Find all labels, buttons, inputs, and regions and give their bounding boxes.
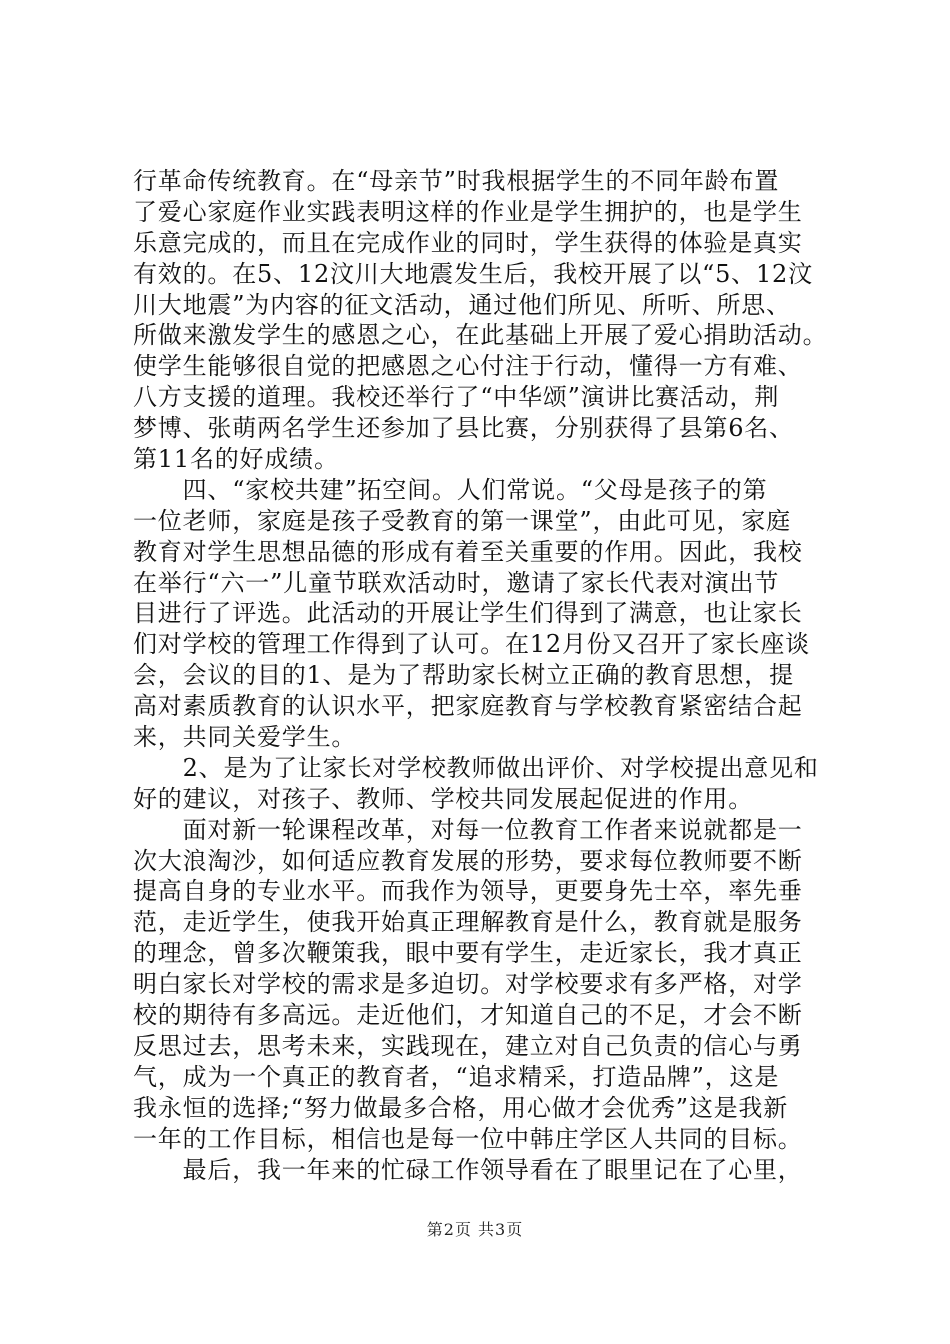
document-body — [133, 166, 833, 1185]
text-line: 2、是为了让家长对学校教师做出评价、对学校提出意见和 — [133, 753, 819, 782]
text-line: 范，走近学生，使我开始真正理解教育是什么，教育就是服务 — [133, 908, 803, 937]
text-line: 四、“家校共建”拓空间。人们常说。“父母是孩子的第 — [133, 475, 768, 504]
text-line: 校的期待有多高远。走近他们，才知道自己的不足，才会不断 — [133, 1001, 803, 1030]
text-line: 反思过去，思考未来，实践现在，建立对自己负责的信心与勇 — [133, 1031, 803, 1060]
text-line: 在举行“六一”儿童节联欢活动时，邀请了家长代表对演出节 — [133, 568, 780, 597]
text-line: 使学生能够很自觉的把感恩之心付注于行动，懂得一方有难、 — [133, 352, 803, 381]
text-line: 乐意完成的，而且在完成作业的同时，学生获得的体验是真实 — [133, 228, 803, 257]
text-line: 教育对学生思想品德的形成有着至关重要的作用。因此，我校 — [133, 537, 803, 566]
text-line: 高对素质教育的认识水平，把家庭教育与学校教育紧密结合起 — [133, 692, 803, 721]
text-line: 一位老师，家庭是孩子受教育的第一课堂”，由此可见，家庭 — [133, 506, 791, 535]
text-line: 我永恒的选择;“努力做最多合格，用心做才会优秀”这是我新 — [133, 1093, 789, 1122]
page-number-footer: 第2页 共3页 — [426, 1220, 524, 1239]
text-line: 明白家长对学校的需求是多迫切。对学校要求有多严格，对学 — [133, 970, 803, 999]
text-line: 有效的。在5、12汶川大地震发生后，我校开展了以“5、12汶 — [133, 259, 813, 288]
text-line: 八方支援的道理。我校还举行了“中华颂”演讲比赛活动，荆 — [133, 383, 780, 412]
text-line: 提高自身的专业水平。而我作为领导，更要身先士卒，率先垂 — [133, 877, 803, 906]
text-line: 次大浪淘沙，如何适应教育发展的形势，要求每位教师要不断 — [133, 846, 803, 875]
text-line: 的理念，曾多次鞭策我，眼中要有学生，走近家长，我才真正 — [133, 939, 803, 968]
text-line: 一年的工作目标，相信也是每一位中韩庄学区人共同的目标。 — [133, 1124, 803, 1153]
text-line: 好的建议，对孩子、教师、学校共同发展起促进的作用。 — [133, 784, 753, 813]
text-line: 们对学校的管理工作得到了认可。在12月份又召开了家长座谈 — [133, 630, 810, 659]
text-line: 会，会议的目的1、是为了帮助家长树立正确的教育思想，提 — [133, 661, 794, 690]
text-line: 来，共同关爱学生。 — [133, 723, 357, 752]
text-line: 了爱心家庭作业实践表明这样的作业是学生拥护的，也是学生 — [133, 197, 803, 226]
text-line: 最后，我一年来的忙碌工作领导看在了眼里记在了心里， — [133, 1155, 803, 1184]
text-line: 气，成为一个真正的教育者，“追求精采，打造品牌”，这是 — [133, 1062, 780, 1091]
text-line: 目进行了评选。此活动的开展让学生们得到了满意，也让家长 — [133, 599, 803, 628]
text-line: 所做来激发学生的感恩之心，在此基础上开展了爱心捐助活动。 — [133, 321, 828, 350]
text-line: 面对新一轮课程改革，对每一位教育工作者来说就都是一 — [133, 815, 803, 844]
text-line: 梦博、张萌两名学生还参加了县比赛，分别获得了县第6名、 — [133, 414, 794, 443]
text-line: 川大地震”为内容的征文活动，通过他们所见、所听、所思、 — [133, 290, 791, 319]
text-line: 行革命传统教育。在“母亲节”时我根据学生的不同年龄布置 — [133, 167, 780, 195]
text-line: 第11名的好成绩。 — [133, 445, 339, 474]
